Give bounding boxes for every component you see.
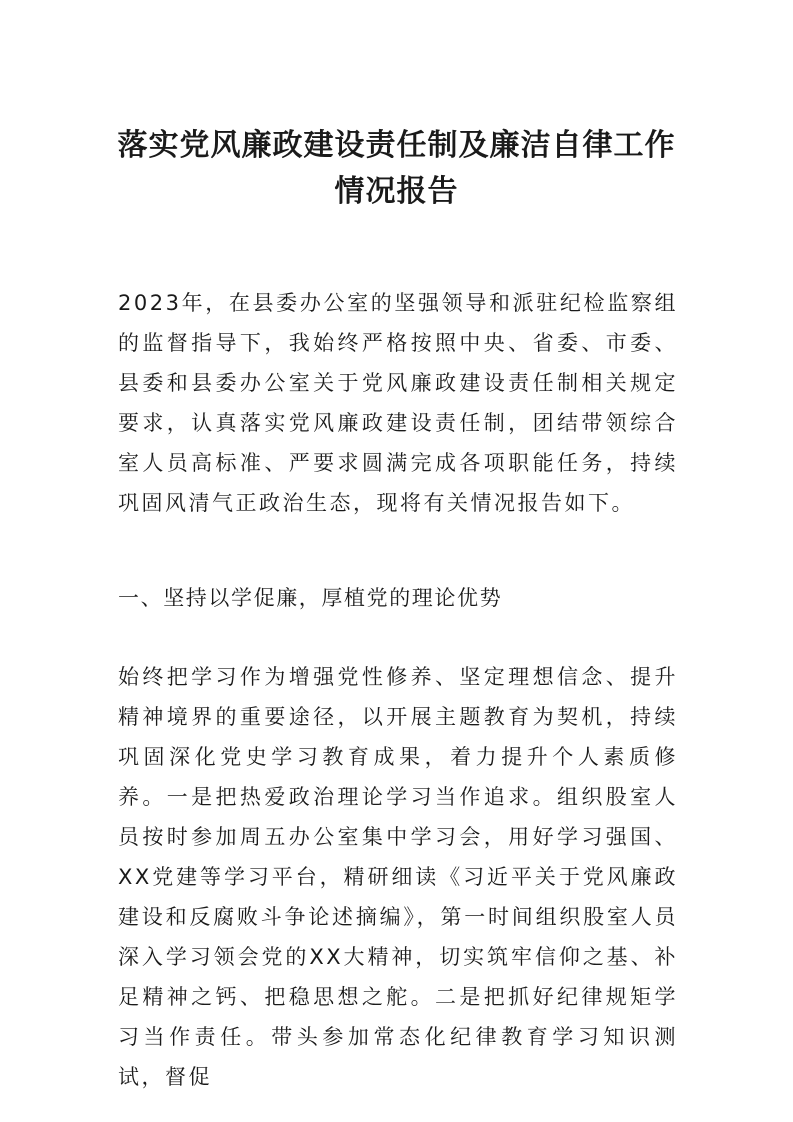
body-paragraph: 始终把学习作为增强党性修养、坚定理想信念、提升精神境界的重要途径，以开展主题教育为契机，持续巩固深化党史学习教育成果，着力提升个人素质修养。一是把热爱政治理论学习当作追求。组织股室人员按时参加周五办公室集中学习会，用好学习强国、XX党建等学习平台，精研细读《习近平关于党风廉政建设和反腐败斗争论述摘编》，第一时间组织股室人员深入学习领会党的XX大精神，切实筑牢信仰之基、补足精神之钙、把稳思想之舵。二是把抓好纪律规矩学习当作责任。带头参加常态化纪律教育学习知识测试，督促 <box>118 665 678 1089</box>
intro-paragraph: 2023年，在县委办公室的坚强领导和派驻纪检监察组的监督指导下，我始终严格按照中央、省委、市委、县委和县委办公室关于党风廉政建设责任制相关规定要求，认真落实党风廉政建设责任制，团结带领综合室人员高标准、严要求圆满完成各项职能任务，持续巩固风清气正政治生态，现将有关情况报告如下。 <box>118 291 678 515</box>
document-title-line-1: 落实党风廉政建设责任制及廉洁自律工作 <box>117 128 676 163</box>
document-title-line-2: 情况报告 <box>334 174 459 209</box>
section-heading-1: 一、坚持以学促廉，厚植党的理论优势 <box>118 586 503 610</box>
